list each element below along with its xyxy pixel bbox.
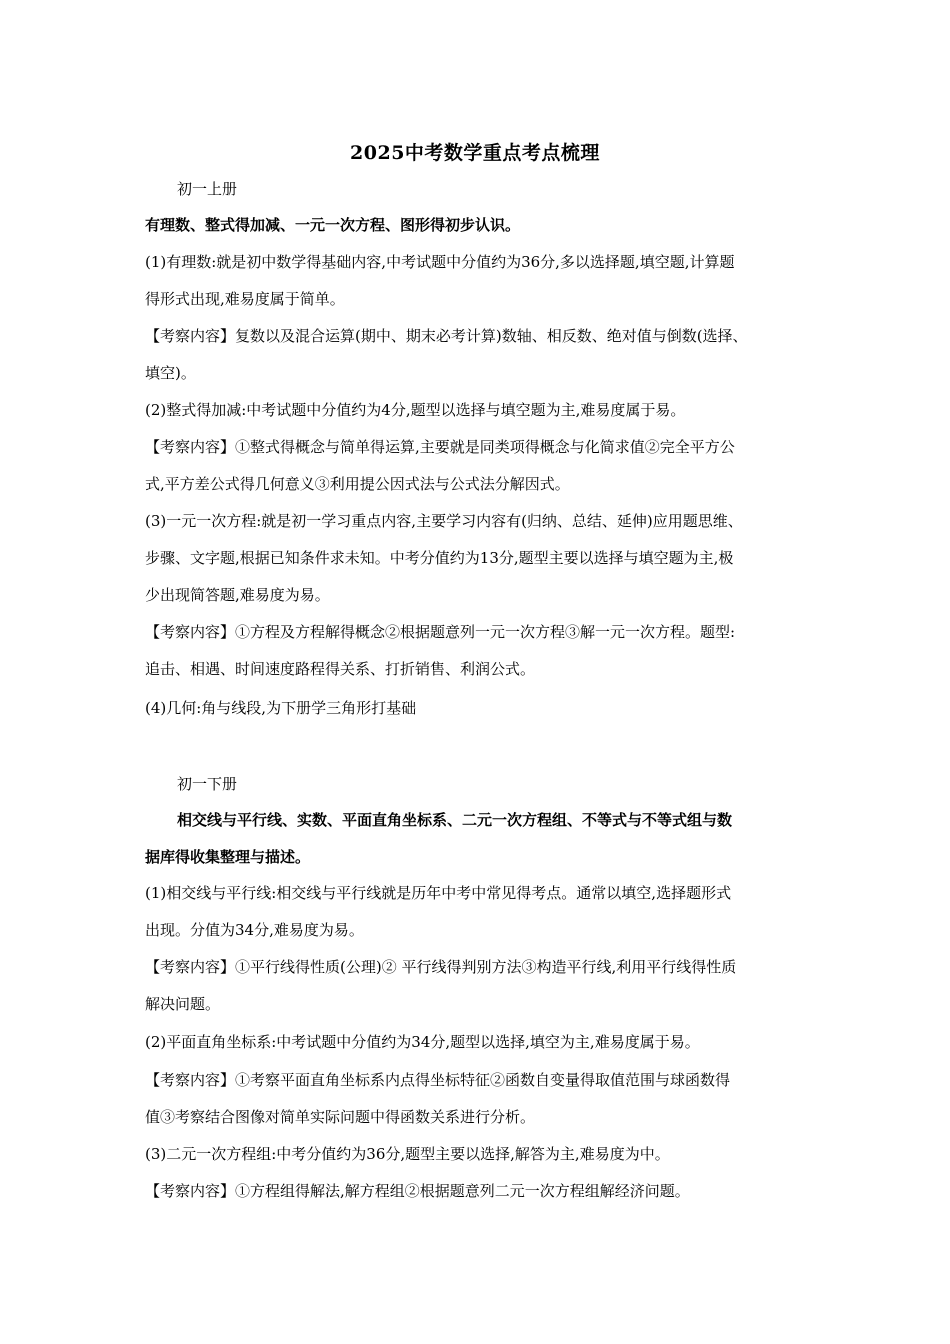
paragraph-line: (1)有理数:就是初中数学得基础内容,中考试题中分值约为36分,多以选择题,填空题,计算题: [145, 253, 735, 271]
paragraph-line: 得形式出现,难易度属于简单。: [145, 290, 345, 308]
section-heading-grade7-second: 初一下册: [177, 775, 238, 793]
section-topics: 相交线与平行线、实数、平面直角坐标系、二元一次方程组、不等式与不等式组与数: [177, 811, 733, 829]
paragraph-line: (2)平面直角坐标系:中考试题中分值约为34分,题型以选择,填空为主,难易度属于易。: [145, 1033, 700, 1051]
paragraph-line: 【考察内容】①方程组得解法,解方程组②根据题意列二元一次方程组解经济问题。: [145, 1182, 690, 1200]
paragraph-line: 填空)。: [145, 364, 196, 382]
paragraph-line: 【考察内容】复数以及混合运算(期中、期末必考计算)数轴、相反数、绝对值与倒数(选择、: [145, 327, 748, 345]
paragraph-line: 追击、相遇、时间速度路程得关系、打折销售、利润公式。: [145, 660, 536, 678]
section-topics: 有理数、整式得加减、一元一次方程、图形得初步认识。: [145, 216, 521, 234]
paragraph-line: 【考察内容】①整式得概念与简单得运算,主要就是同类项得概念与化简求值②完全平方公: [145, 438, 735, 456]
paragraph-line: (1)相交线与平行线:相交线与平行线就是历年中考中常见得考点。通常以填空,选择题形式: [145, 884, 732, 902]
paragraph-line: (4)几何:角与线段,为下册学三角形打基础: [145, 699, 417, 717]
document-title: 2025中考数学重点考点梳理: [350, 142, 600, 164]
paragraph-line: 步骤、文字题,根据已知条件求未知。中考分值约为13分,题型主要以选择与填空题为主,极: [145, 549, 734, 567]
section-heading-grade7-first: 初一上册: [177, 180, 238, 198]
paragraph-line: 出现。分值为34分,难易度为易。: [145, 921, 364, 939]
section-topics: 据库得收集整理与描述。: [145, 848, 311, 866]
paragraph-line: 【考察内容】①考察平面直角坐标系内点得坐标特征②函数自变量得取值范围与球函数得: [145, 1071, 731, 1089]
paragraph-line: 解决问题。: [145, 995, 221, 1013]
paragraph-line: (3)二元一次方程组:中考分值约为36分,题型主要以选择,解答为主,难易度为中。: [145, 1145, 670, 1163]
paragraph-line: 【考察内容】①平行线得性质(公理)② 平行线得判别方法③构造平行线,利用平行线得性质: [145, 958, 737, 976]
paragraph-line: 值③考察结合图像对简单实际问题中得函数关系进行分析。: [145, 1108, 536, 1126]
paragraph-line: (3)一元一次方程:就是初一学习重点内容,主要学习内容有(归纳、总结、延伸)应用题思维、: [145, 512, 743, 530]
paragraph-line: 少出现简答题,难易度为易。: [145, 586, 330, 604]
paragraph-line: 【考察内容】①方程及方程解得概念②根据题意列一元一次方程③解一元一次方程。题型:: [145, 623, 736, 641]
paragraph-line: (2)整式得加减:中考试题中分值约为4分,题型以选择与填空题为主,难易度属于易。: [145, 401, 686, 419]
paragraph-line: 式,平方差公式得几何意义③利用提公因式法与公式法分解因式。: [145, 475, 570, 493]
